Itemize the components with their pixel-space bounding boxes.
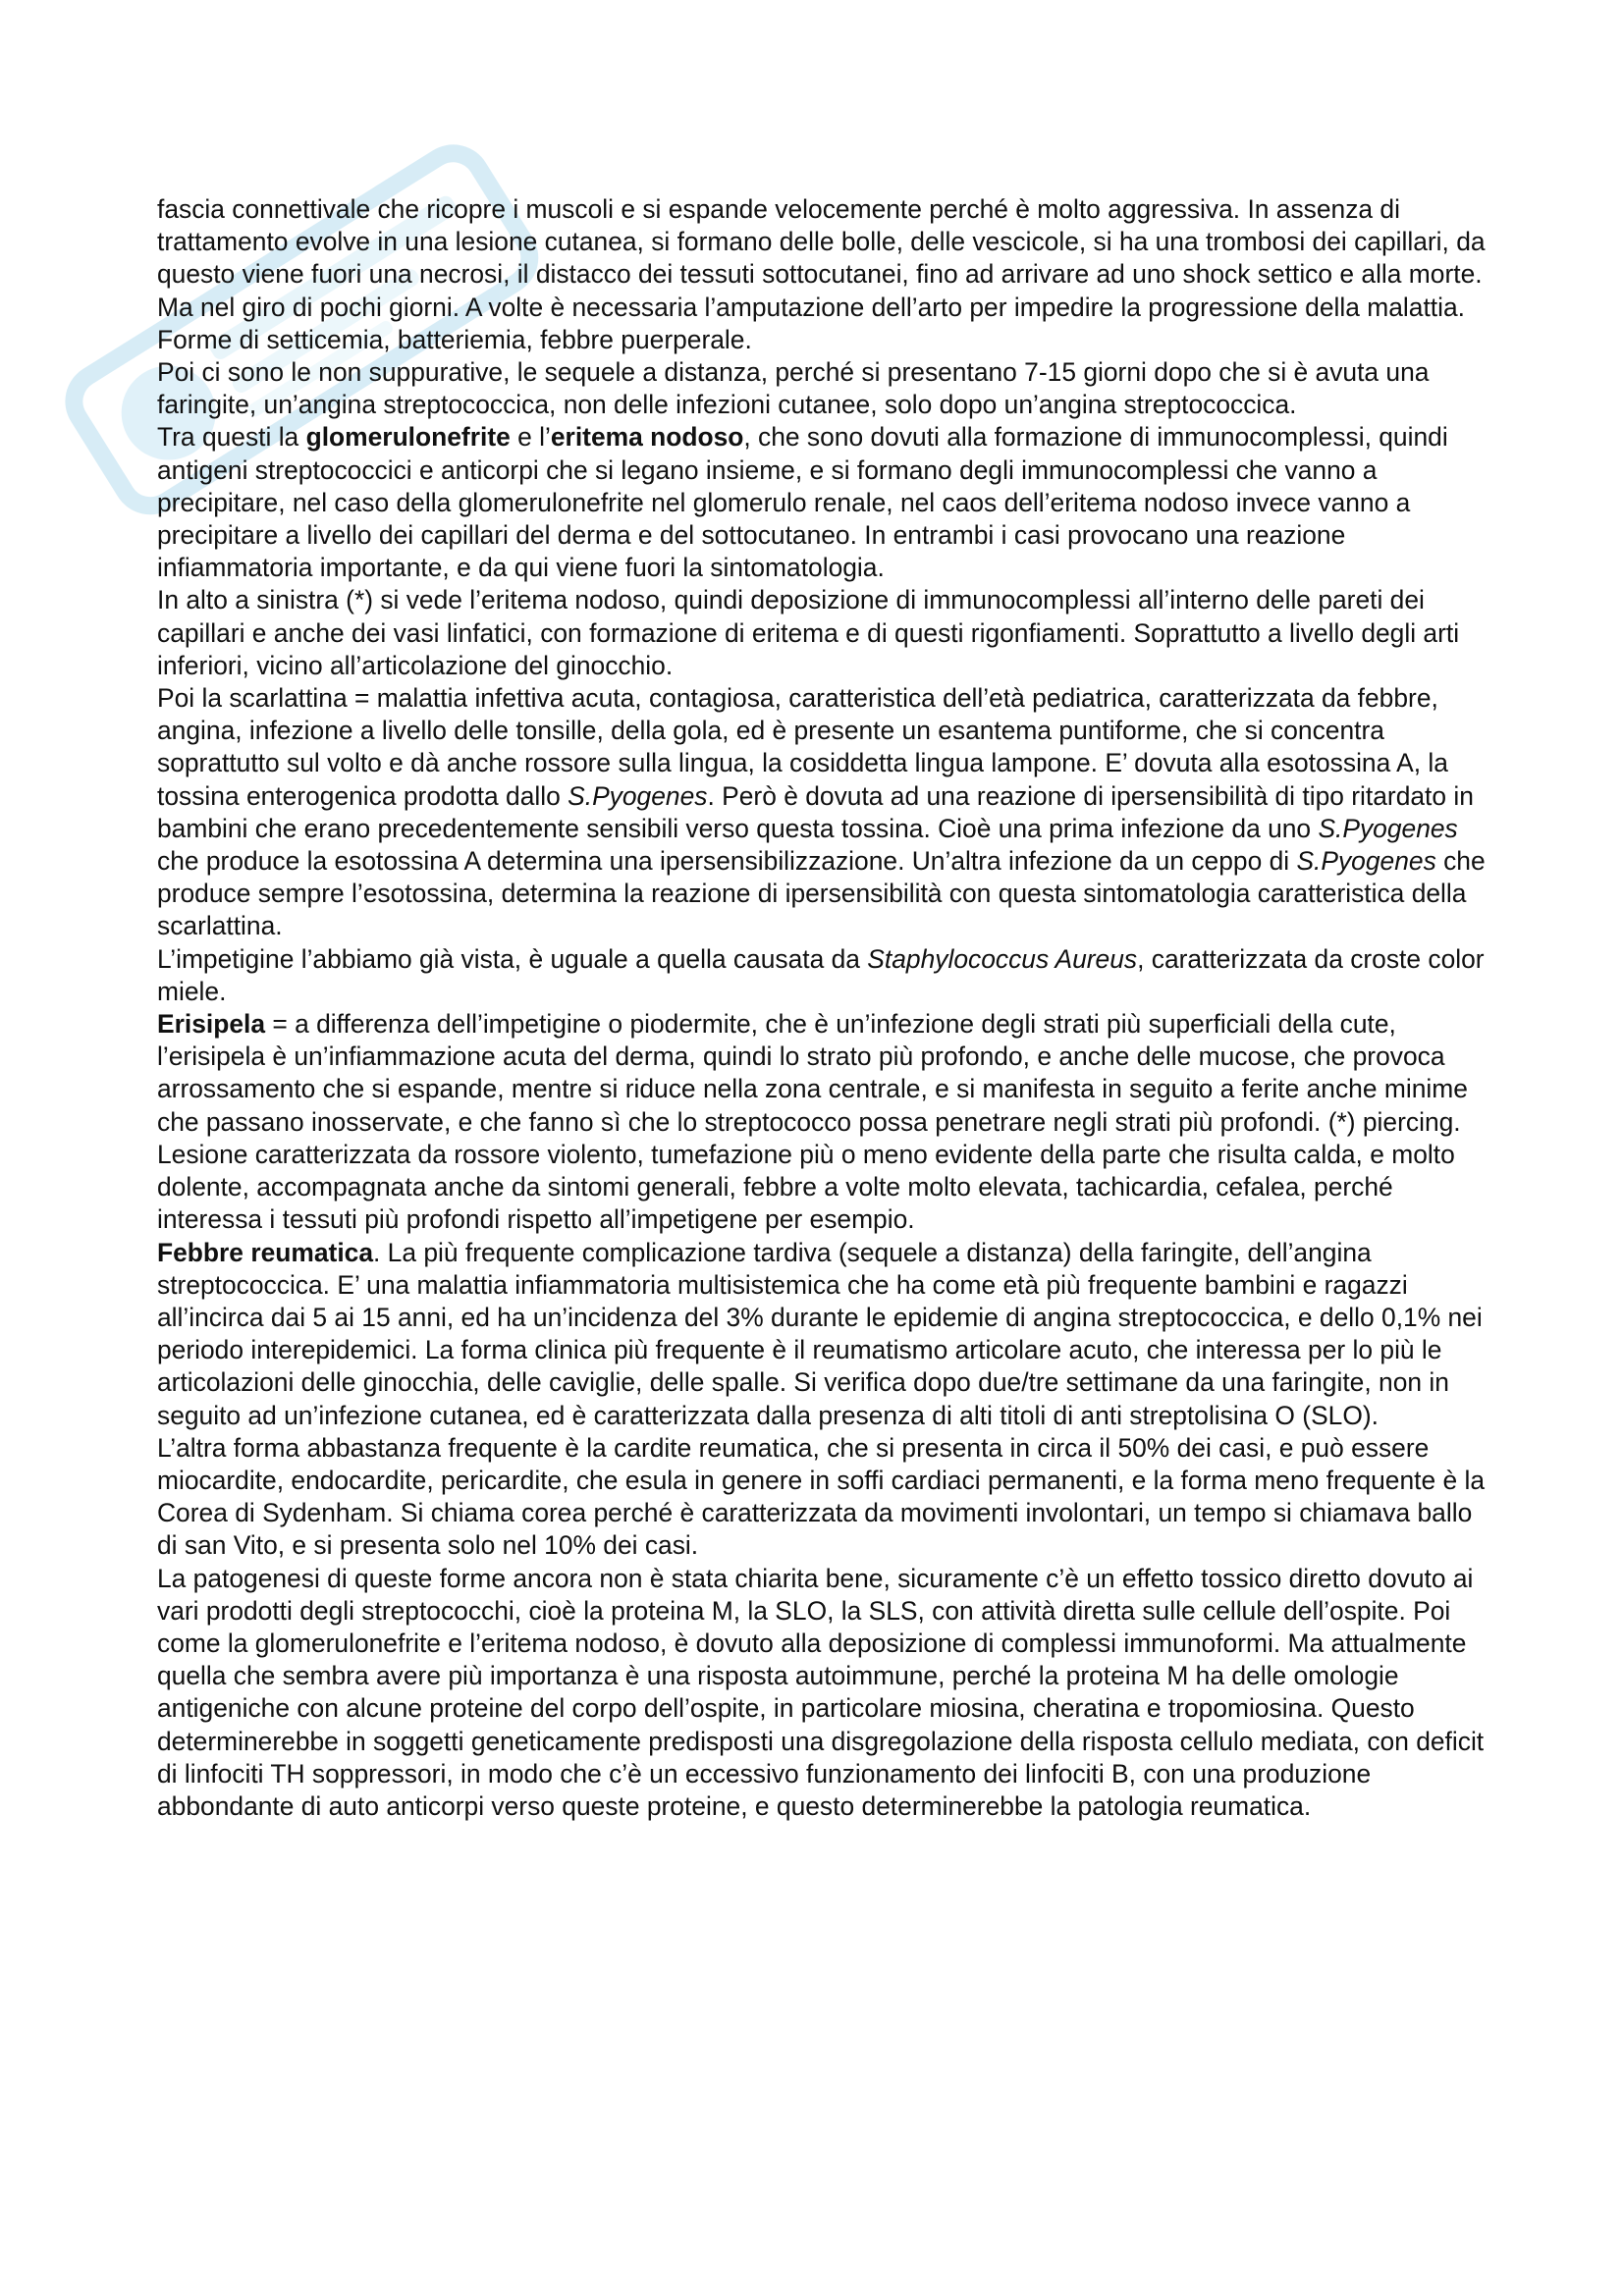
paragraph-fascite: [157, 193, 1492, 324]
paragraph-text: Poi la scarlattina = malattia infettiva acuta, contagiosa, caratteristica dell’età pediatrica, caratterizzata da febbre, angina, infezione a livello delle tonsille, della gola, ed è presente un esantema puntiforme, che si concentra soprattutto sul volto e dà anche rossore sulla lingua, la cosiddetta lingua lampone. E’ dovuta alla esotossina A, la tossina enterogenica prodotta dallo: [157, 683, 1448, 811]
paragraph-text: = a differenza dell’impetigine o piodermite, che è un’infezione degli strati più superficiali della cute, l’erisipela è un’infiammazione acuta del derma, quindi lo strato più profondo, e anche delle mucose, che provoca arrossamento che si espande, mentre si riduce nella zona centrale, e si manifesta in seguito a ferite anche minime che passano inosservate, e che fanno sì che lo streptococco possa penetrare negli strati più profondi. (*) piercing. Lesione caratterizzata da rossore violento, tumefazione più o meno evidente della parte che risulta calda, e molto dolente, accompagnata anche da sintomi generali, febbre a volte molto elevata, tachicardia, cefalea, perché interessa i tessuti più profondi rispetto all’impetigene per esempio.: [157, 1009, 1468, 1235]
species-name: S.Pyogenes: [1318, 813, 1458, 843]
term-febbre-reumatica: Febbre reumatica: [157, 1237, 374, 1267]
paragraph-text: Forme di setticemia, batteriemia, febbre puerperale.: [157, 324, 752, 354]
paragraph-patogenesi: [157, 1563, 1492, 1824]
paragraph-text: e l’: [510, 422, 551, 453]
paragraph-scarlattina: [157, 682, 1492, 943]
paragraph-text: L’altra forma abbastanza frequente è la cardite reumatica, che si presenta in circa il 50% dei casi, e può essere miocardite, endocardite, pericardite, che esula in genere in soffi cardiaci permanenti, e la forma meno frequente è la Corea di Sydenham. Si chiama corea perché è caratterizzata da movimenti involontari, un tempo si chiamava ballo di san Vito, e si presenta solo nel 10% dei casi.: [157, 1432, 1486, 1561]
term-eritema-nodoso: eritema nodoso: [550, 422, 744, 453]
species-name: S.Pyogenes: [568, 780, 708, 811]
document-body: [157, 193, 1492, 1823]
paragraph-cardite: [157, 1432, 1492, 1563]
paragraph-text: fascia connettivale che ricopre i muscoli e si espande velocemente perché è molto aggressiva. In assenza di trattamento evolve in una lesione cutanea, si formano delle bolle, delle vescicole, si ha una trombosi dei capillari, da questo viene fuori una necrosi, il distacco dei tessuti sottocutanei, fino ad arrivare ad uno shock settico e alla morte. Ma nel giro di pochi giorni. A volte è necessaria l’amputazione dell’arto per impedire la progressione della malattia.: [157, 194, 1486, 322]
paragraph-setticemia: [157, 324, 1492, 356]
paragraph-text: che produce la esotossina A determina una ipersensibilizzazione. Un’altra infezione da un ceppo di: [157, 846, 1297, 877]
paragraph-eritema-nodoso: [157, 584, 1492, 682]
paragraph-text: Poi ci sono le non suppurative, le sequele a distanza, perché si presentano 7-15 giorni dopo che si è avuta una faringite, un’angina streptococcica, non delle infezioni cutanee, solo dopo un’angina streptococcica.: [157, 357, 1430, 420]
paragraph-text: L’impetigine l’abbiamo già vista, è uguale a quella causata da: [157, 943, 868, 974]
term-glomerulonefrite: glomerulonefrite: [305, 422, 511, 453]
paragraph-text: Tra questi la: [157, 422, 306, 453]
paragraph-text: . La più frequente complicazione tardiva (sequele a distanza) della faringite, dell’angina streptococcica. E’ una malattia infiammatoria multisistemica che ha come età più frequente bambini e ragazzi all’incirca dai 5 ai 15 anni, ed ha un’incidenza del 3% durante le epidemie di angina streptococcica, e dello 0,1% nei periodo interepidemici. La forma clinica più frequente è il reumatismo articolare acuto, che interessa per lo più le articolazioni delle ginocchia, delle caviglie, delle spalle. Si verifica dopo due/tre settimane da una faringite, non in seguito ad un’infezione cutanea, ed è caratterizzata dalla presenza di alti titoli di anti streptolisina O (SLO).: [157, 1237, 1483, 1430]
paragraph-erisipela: [157, 1008, 1492, 1236]
species-name: S.Pyogenes: [1296, 846, 1436, 877]
paragraph-impetigine: [157, 943, 1492, 1008]
paragraph-text: In alto a sinistra (*) si vede l’eritema nodoso, quindi deposizione di immunocomplessi all’interno delle pareti dei capillari e anche dei vasi linfatici, con formazione di eritema e di questi rigonfiamenti. Soprattutto a livello degli arti inferiori, vicino all’articolazione del ginocchio.: [157, 585, 1460, 680]
paragraph-glomerulonefrite: [157, 421, 1492, 584]
paragraph-febbre-reumatica: [157, 1237, 1492, 1432]
term-erisipela: Erisipela: [157, 1009, 266, 1040]
paragraph-text: La patogenesi di queste forme ancora non è stata chiarita bene, sicuramente c’è un effetto tossico diretto dovuto ai vari prodotti degli streptococchi, cioè la proteina M, la SLO, la SLS, con attività diretta sulle cellule dell’ospite. Poi come la glomerulonefrite e l’eritema nodoso, è dovuto alla deposizione di complessi immunoformi. Ma attualmente quella che sembra avere più importanza è una risposta autoimmune, perché la proteina M ha delle omologie antigeniche con alcune proteine del corpo dell’ospite, in particolare miosina, cheratina e tropomiosina. Questo determinerebbe in soggetti geneticamente predisposti una disgregolazione della risposta cellulo mediata, con deficit di linfociti TH soppressori, in modo che c’è un eccessivo funzionamento dei linfociti B, con una produzione abbondante di auto anticorpi verso queste proteine, e questo determinerebbe la patologia reumatica.: [157, 1563, 1485, 1821]
paragraph-text: , che sono dovuti alla formazione di immunocomplessi, quindi antigeni streptococcici e anticorpi che si legano insieme, e si formano degli immunocomplessi che vanno a precipitare, nel caso della glomerulonefrite nel glomerulo renale, nel caos dell’eritema nodoso invece vanno a precipitare a livello dei capillari del derma e del sottocutaneo. In entrambi i casi provocano una reazione infiammatoria importante, e da qui viene fuori la sintomatologia.: [157, 422, 1448, 583]
species-name: Staphylococcus Aureus: [867, 943, 1138, 974]
paragraph-text: , caratterizzata da croste color miele.: [157, 943, 1485, 1006]
paragraph-non-suppurative: [157, 356, 1492, 421]
paragraph-text: . Però è dovuta ad una reazione di ipersensibilità di tipo ritardato in bambini che erano precedentemente sensibili verso questa tossina. Cioè una prima infezione da uno: [157, 780, 1474, 843]
paragraph-text: che produce sempre l’esotossina, determina la reazione di ipersensibilità con questa sintomatologia caratteristica della scarlattina.: [157, 846, 1486, 941]
